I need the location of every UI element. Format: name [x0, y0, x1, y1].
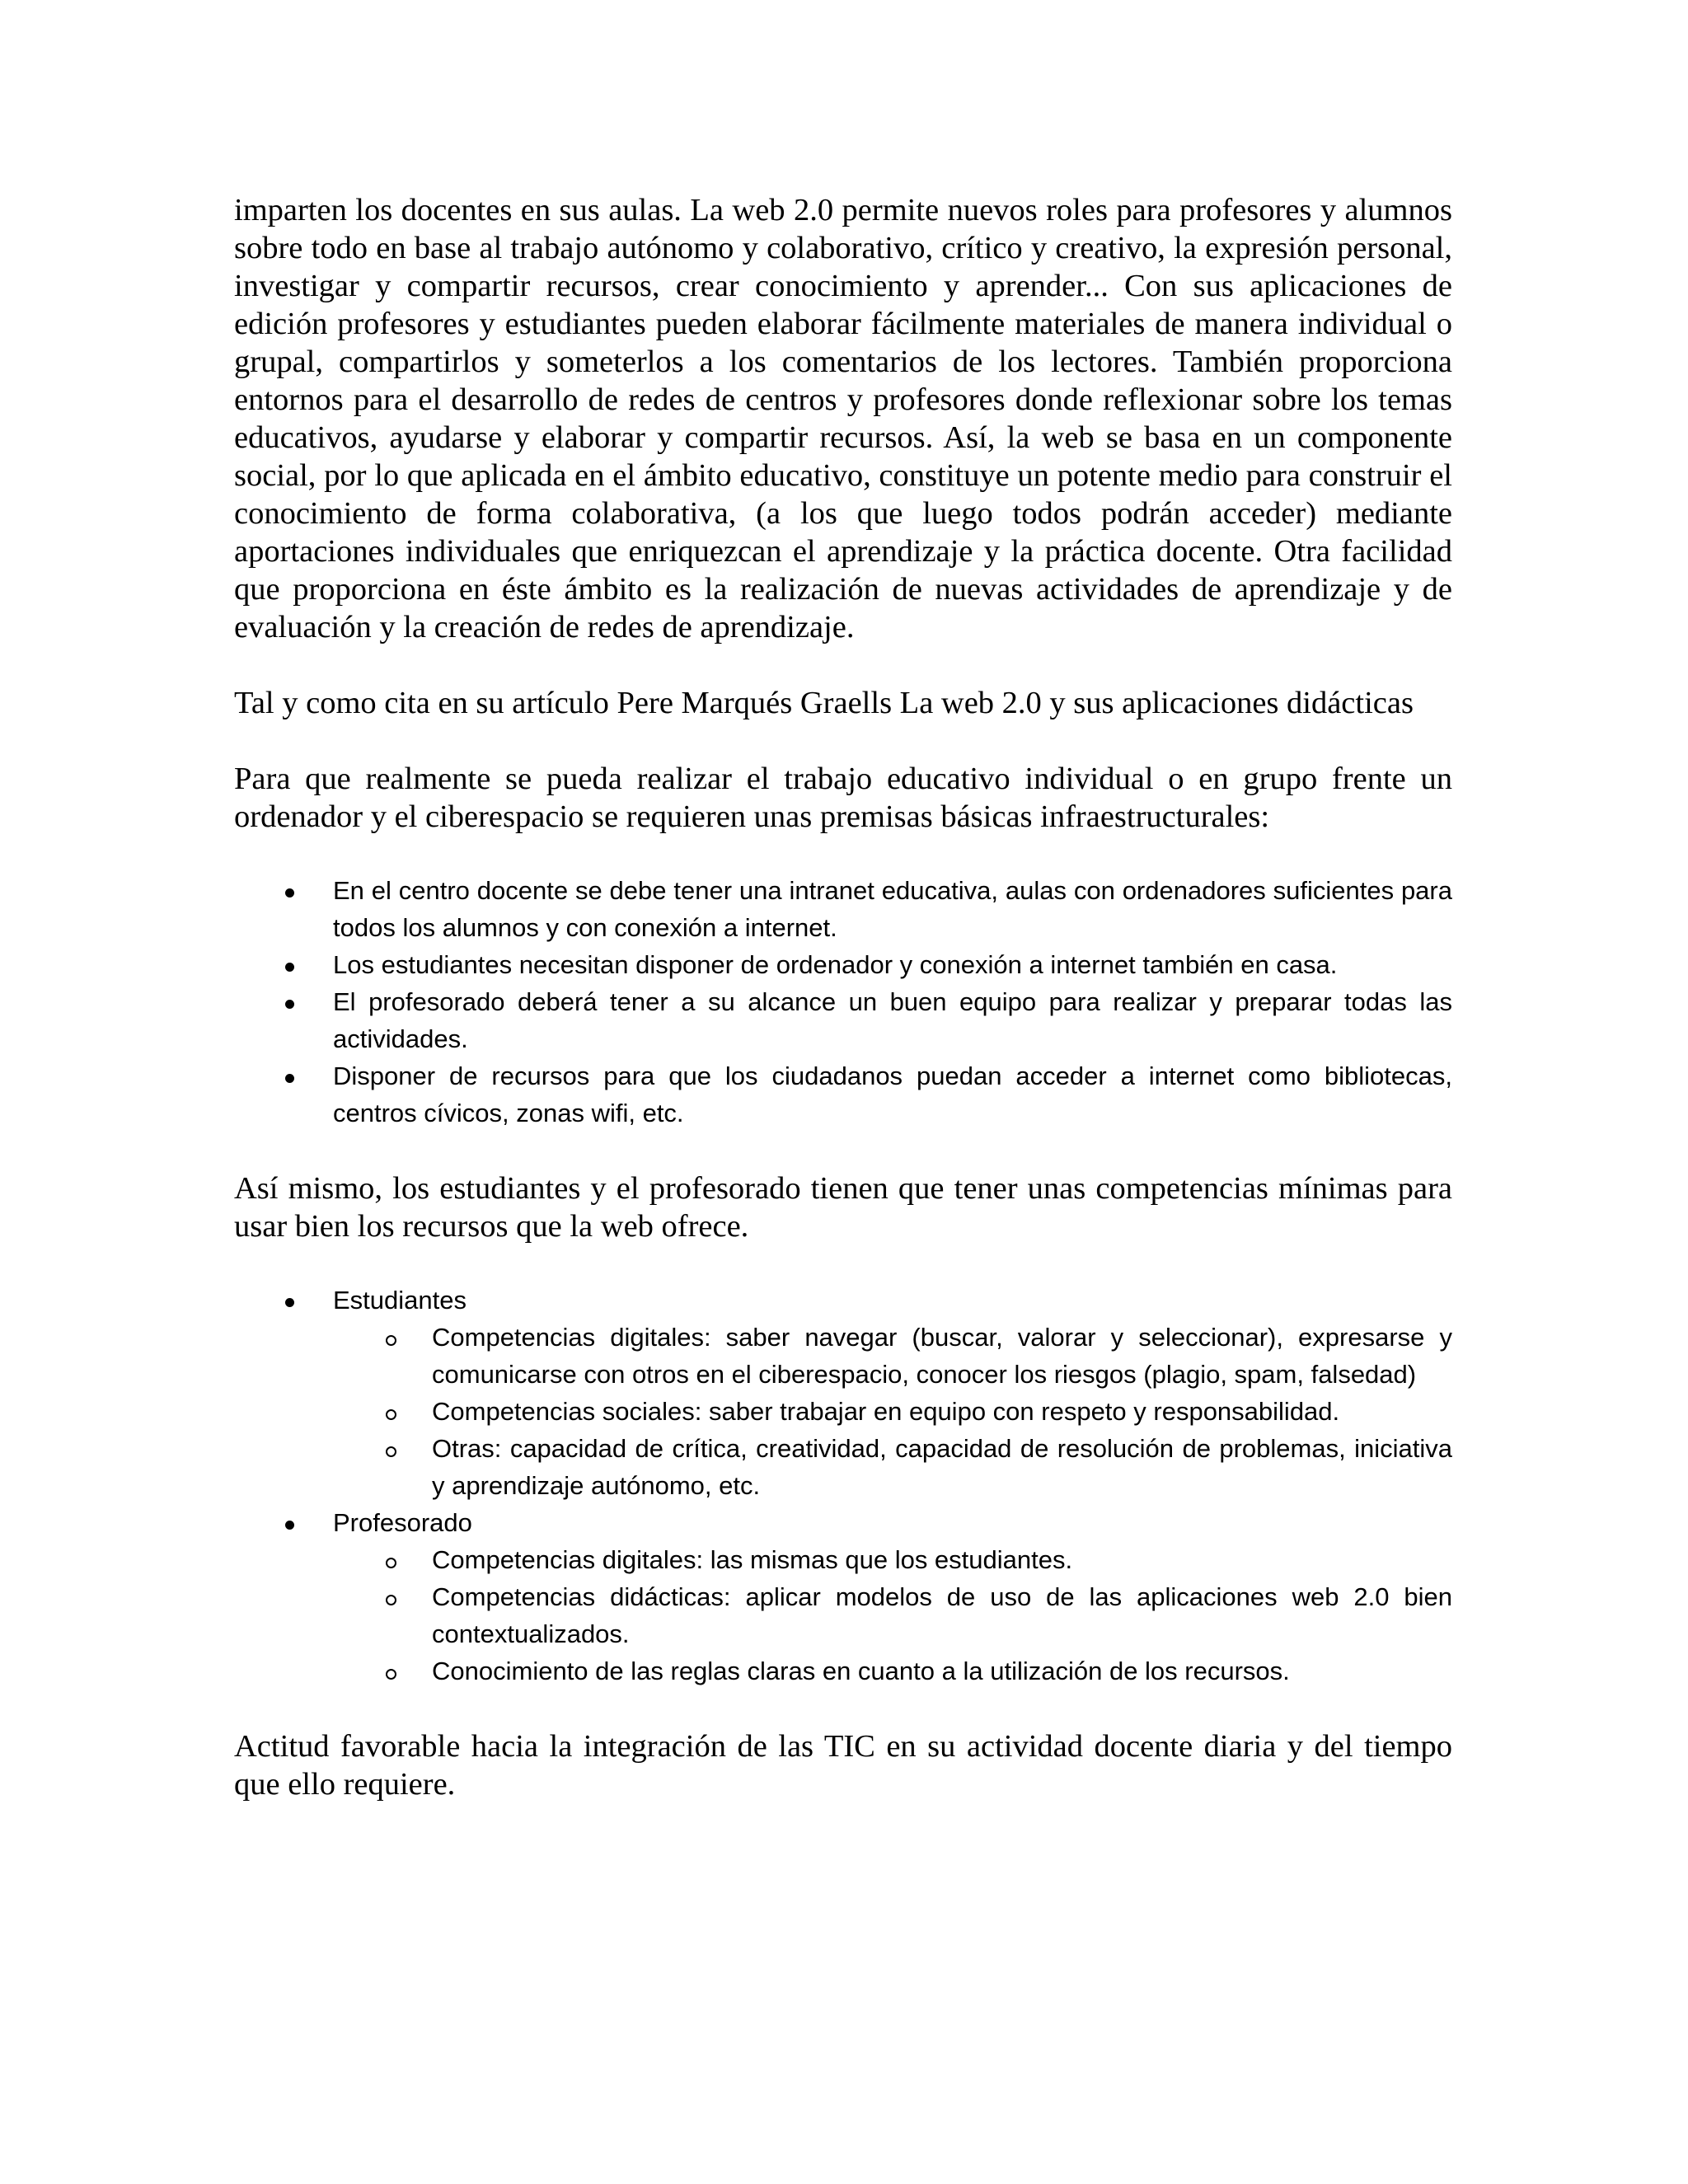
paragraph-premisas: Para que realmente se pueda realizar el trabajo educativo individual o en grupo frente un ordenador y el ciberespacio se requieren unas premisas básicas infraestructurales: — [234, 762, 1452, 834]
sublist-item-text: Otras: capacidad de crítica, creatividad, capacidad de resolución de problemas, iniciativa y aprendizaje autónomo, etc. — [432, 1434, 1452, 1500]
competencias-list — [234, 1282, 1452, 1690]
sublist-estudiantes — [333, 1319, 1452, 1504]
paragraph-competencias: Así mismo, los estudiantes y el profesorado tienen que tener unas competencias mínimas para usar bien los recursos que la web ofrece. — [234, 1171, 1452, 1244]
circle-bullet-icon — [386, 1558, 396, 1568]
list-item-text: El profesorado deberá tener a su alcance un buen equipo para realizar y preparar todas las actividades. — [333, 987, 1452, 1053]
circle-bullet-icon — [386, 1446, 396, 1457]
bullet-icon — [285, 963, 294, 972]
sublist-item — [234, 1319, 1452, 1393]
circle-bullet-icon — [386, 1335, 396, 1346]
bullet-icon — [285, 888, 294, 898]
sublist-item-text: Competencias sociales: saber trabajar en equipo con respeto y responsabilidad. — [432, 1397, 1340, 1426]
sublist-profesorado — [333, 1541, 1452, 1690]
list-item — [234, 1057, 1452, 1132]
document-page — [234, 191, 1452, 1803]
list-item-text: Los estudiantes necesitan disponer de ordenador y conexión a internet también en casa. — [333, 950, 1338, 979]
paragraph-cita: Tal y como cita en su artículo Pere Marqués Graells La web 2.0 y sus aplicaciones didácticas — [234, 686, 1414, 720]
sublist-item — [234, 1578, 1452, 1652]
paragraph-actitud: Actitud favorable hacia la integración de las TIC en su actividad docente diaria y del tiempo que ello requiere. — [234, 1729, 1452, 1802]
sublist-item — [234, 1393, 1452, 1430]
list-item-estudiantes — [234, 1282, 1452, 1504]
sublist-item — [234, 1430, 1452, 1504]
bullet-icon — [285, 1521, 294, 1530]
list-item — [234, 872, 1452, 946]
sublist-item-text: Conocimiento de las reglas claras en cuanto a la utilización de los recursos. — [432, 1657, 1290, 1685]
list-item-profesorado — [234, 1504, 1452, 1690]
list-item-label: Profesorado — [333, 1508, 472, 1537]
bullet-icon — [285, 1298, 294, 1307]
bullet-icon — [285, 1000, 294, 1009]
sublist-item — [234, 1541, 1452, 1578]
bullet-icon — [285, 1074, 294, 1083]
premisas-list — [234, 872, 1452, 1132]
circle-bullet-icon — [386, 1669, 396, 1680]
list-item — [234, 983, 1452, 1057]
sublist-item — [234, 1652, 1452, 1690]
sublist-item-text: Competencias digitales: las mismas que los estudiantes. — [432, 1545, 1073, 1574]
paragraph-intro: imparten los docentes en sus aulas. La web 2.0 permite nuevos roles para profesores y alumnos sobre todo en base al trabajo autónomo y colaborativo, crítico y creativo, la expresión personal, investigar y compartir recursos, crear conocimiento y aprender... Con sus aplicaciones de edición profesores y estudiantes pueden elaborar fácilmente materiales de manera individual o grupal, compartirlos y someterlos a los comentarios de los lectores. También proporciona entornos para el desarrollo de redes de centros y profesores donde reflexionar sobre los temas educativos, ayudarse y elaborar y compartir recursos. Así, la web se basa en un componente social, por lo que aplicada en el ámbito educativo, constituye un potente medio para construir el conocimiento de forma colaborativa, (a los que luego todos podrán acceder) mediante aportaciones individuales que enriquezcan el aprendizaje y la práctica docente. Otra facilidad que proporciona en éste ámbito es la realización de nuevas actividades de aprendizaje y de evaluación y la creación de redes de aprendizaje. — [234, 193, 1452, 644]
list-item-text: Disponer de recursos para que los ciudadanos puedan acceder a internet como bibliotecas, centros cívicos, zonas wifi, etc. — [333, 1062, 1452, 1127]
circle-bullet-icon — [386, 1409, 396, 1420]
circle-bullet-icon — [386, 1595, 396, 1605]
list-item — [234, 946, 1452, 983]
sublist-item-text: Competencias didácticas: aplicar modelos de uso de las aplicaciones web 2.0 bien contextualizados. — [432, 1582, 1452, 1648]
list-item-label: Estudiantes — [333, 1286, 467, 1315]
sublist-item-text: Competencias digitales: saber navegar (buscar, valorar y seleccionar), expresarse y comunicarse con otros en el ciberespacio, conocer los riesgos (plagio, spam, falsedad) — [432, 1323, 1452, 1389]
list-item-text: En el centro docente se debe tener una intranet educativa, aulas con ordenadores suficientes para todos los alumnos y con conexión a internet. — [333, 876, 1452, 942]
